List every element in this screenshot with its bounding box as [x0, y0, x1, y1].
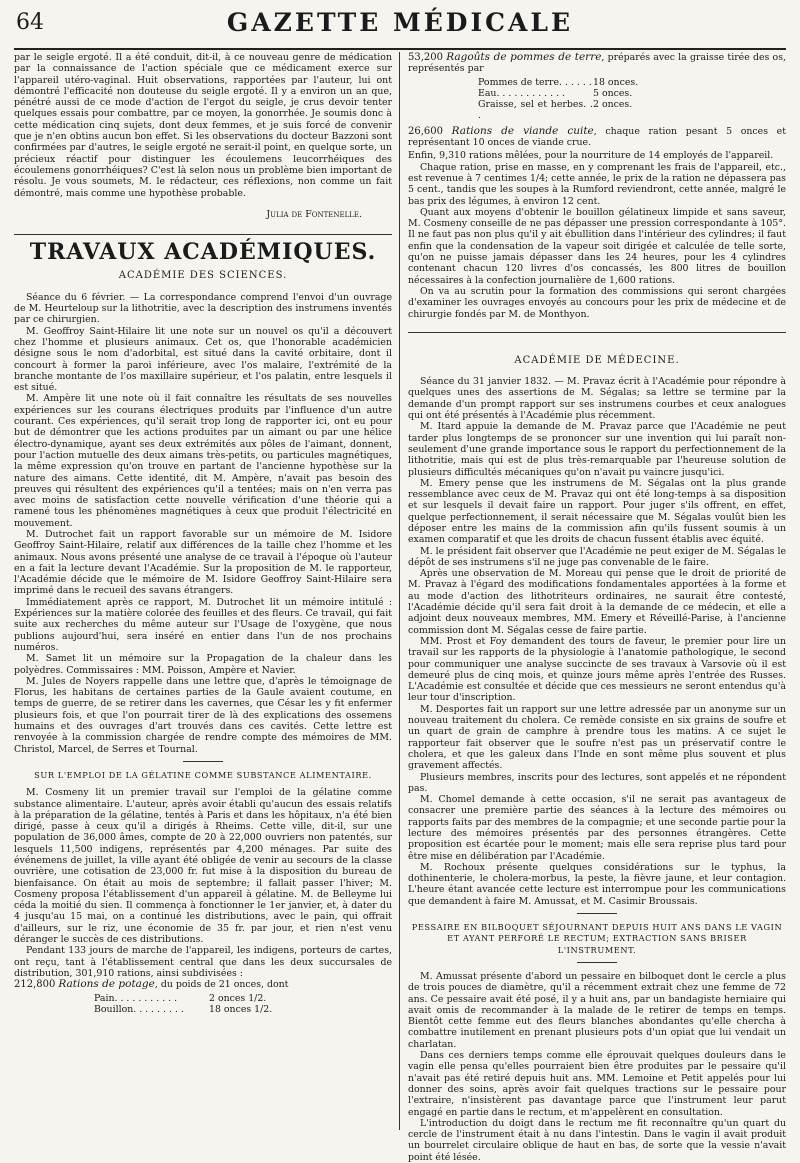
paragraph: Quant aux moyens d'obtenir le bouillon gélatineux limpide et sans saveur, M. Cosmeny conseille de ne pas dépasser une pression correspondante à 105°. Il ne faut pas non plus qu'il y ait ébullition dans l'intérieur des cylindres; il faut enfin que la condensation de la vapeur soit dirigée et calculée de telle sorte, qu'on ne puisse jamais dépasser dans les 24 heures, pour les 4 cylindres contenant chacun 120 livres d'os concassés, les 800 litres de bouillon nécessaires à la confection journalière de 1,600 rations.	[408, 206, 786, 286]
paragraph: M. Chomel demande à cette occasion, s'il ne serait pas avantageux de consacrer une première partie des séances à la lecture des mémoires ou rapports faits par des membres de la compagnie; et une seconde partie pour la lecture des mémoires présentés par des personnes étrangères. Cette proposition est écartée pour le moment; mais elle sera reprise plus tard pour être mise en délibération par l'Académie.	[408, 794, 786, 862]
journal-title: GAZETTE MÉDICALE	[226, 8, 574, 37]
short-divider	[577, 913, 617, 914]
intro-paragraph: par le seigle ergoté. Il a été conduit, dit-il, à ce nouveau genre de médication par la connaissance de l'action spéciale que ce médicament exerce sur l'appareil utéro-vaginal. Huit observations, rapportées par l'auteur, lui ont démontré l'efficacité non douteuse du seigle ergoté. Il y a environ un an que, pénétré aussi de ce mode d'action de l'ergot du seigle, je crus devoir tenter quelques essais pour combattre, par ce moyen, la gonorrhée. Je soumis donc à cette médication cinq sujets, dont deux femmes, et je suis forcé de convenir que je n'en obtins aucun bon effet. Si les observations du docteur Bazzoni sont confirmées par d'autres, le seigle ergoté ne serait-il point, en quelque sorte, un précieux réactif pour distinguer les écoulemens leucorrhéiques des écoulemens gonorrhéiques? C'est là selon nous un problème bien important de résolu. Je vous soumets, M. le rédacteur, ces réflexions, non comme un fait démontré, mais comme une hypothèse probable.	[14, 52, 392, 199]
ration-item-name: Bouillon. . . . . . . . .	[94, 1003, 184, 1015]
travaux-academiques-title: TRAVAUX ACADÉMIQUES.	[29, 239, 377, 266]
right-column	[408, 51, 787, 1163]
signature: Julia de Fontenelle.	[266, 208, 362, 220]
paragraph: M. Samet lit un mémoire sur la Propagation de la chaleur dans les polyèdres. Commissaires : MM. Poisson, Ampère et Navier.	[14, 653, 392, 676]
paragraph: Séance du 6 février. — La correspondance comprend l'envoi d'un ouvrage de M. Heurteloup sur la lithotritie, avec la description des instrumens inventés par ce chirurgien.	[14, 291, 392, 326]
ration-item-name: Pommes de terre. . . . . .	[478, 76, 592, 88]
paragraph: M. Ampère lit une note où il fait connaître les résultats de ses nouvelles expériences sur les courans électriques produits par l'influence d'un autre courant. Ces expériences, qu'il serait trop long de rapporter ici, ont eu pour but de démontrer que les actions produites par un aimant ou par une hélice électro-dynamique, ayant ses deux extrémités aux pôles de l'aimant, donnent, pour l'action mutuelle des deux aimans très-petits, ou particules magnétiques, la même expression qu'on trouve en partant de l'ancienne hypothèse sur la nature des aimans. Cette identité, dit M. Ampère, n'avait pas besoin des preuves qui résultent des expériences qu'il a tentées; mais on n'en verra pas avec moins de satisfaction cette nouvelle vérification d'une théorie qui a ramené tous les phénomènes magnétiques à ceux que produit l'électricité en mouvement.	[14, 393, 392, 529]
ration-viande	[408, 126, 786, 149]
ration-item-amount: 18 onces 1/2.	[209, 1003, 273, 1015]
paragraph: M. Itard appuie la demande de M. Pravaz parce que l'Académie ne peut tarder plus longtemps de se prononcer sur une invention qui lui paraît non-seulement d'une grande importance sous le rapport du perfectionnement de la lithotritie, mais qui est de plus très-remarquable par l'heureuse solution de plusieurs difficultés mécaniques qu'on n'avait pu vaincre jusqu'ici.	[408, 421, 786, 478]
academie-sciences-heading: ACADÉMIE DES SCIENCES.	[118, 270, 288, 282]
ration-quantity: 53,200	[408, 52, 443, 63]
ration-item-amount: 18 onces.	[593, 76, 639, 88]
ration-title: Rations de potage	[58, 978, 155, 991]
paragraph: M. Geoffroy Saint-Hilaire lit une note sur un nouvel os qu'il a découvert chez l'homme et plusieurs animaux. Cet os, que l'honorable académicien désigne sous le nom d'adorbital, est situé dans la cavité orbitaire, dont il concourt à former la paroi inférieure, avec l'os malaire, l'extrémité de la branche montante de l'os maxillaire supérieur, et l'os palatin, entre lesquels il est situé.	[14, 325, 392, 394]
paragraph: Dans ces derniers temps comme elle éprouvait quelques douleurs dans le vagin elle pensa qu'elles pourraient bien être produites par le pessaire qu'il n'avait pas été retiré depuis huit ans. MM. Lemoine et Petit appelés pour lui donner des soins, après avoir fait quelques tractions sur le pessaire pour l'extraire, n'insistèrent pas davantage parce que l'instrument leur parut engagé en partie dans le rectum, et m'appelèrent en consultation.	[408, 1050, 786, 1118]
pessaire-heading: PESSAIRE EN BILBOQUET SÉJOURNANT DEPUIS HUIT ANS DANS LE VAGIN ET AYANT PERFORÉ LE RECTUM; EXTRACTION SANS BRISER L'INSTRUMENT.	[411, 922, 783, 955]
ration-item-name: Graisse, sel et herbes. . .	[478, 99, 593, 122]
paragraph: Plusieurs membres, inscrits pour des lectures, sont appelés et ne répondent pas.	[408, 771, 786, 794]
ration-description: , du poids de 21 onces, dont	[154, 979, 289, 991]
paragraph: M. Desportes fait un rapport sur une lettre adressée par un anonyme sur un nouveau traitement du cholera. Ce remède consiste en six grains de soufre et un quart de grain de camphre à prendre tous les matins. A ce sujet le rapporteur fait observer que le soufre n'est pas un préservatif contre le cholera, et que les galeux dans l'Inde en sont même plus souvent et plus gravement affectés.	[408, 703, 786, 772]
paragraph: Pendant 133 jours de marche de l'appareil, les indigens, porteurs de cartes, ont reçu, tant à l'établissement central que dans les deux succursales de distribution, 301,910 rations, ainsi subdivisées :	[14, 945, 392, 979]
paragraph: Séance du 31 janvier 1832. — M. Pravaz écrit à l'Académie pour répondre à quelques unes des assertions de M. Ségalas; sa lettre se termine par la demande d'un prompt rapport sur ses instrumens courbes et ceux analogues qui ont été présentés à l'Académie plus récemment.	[408, 376, 786, 422]
short-divider	[183, 761, 223, 762]
paragraph: M. Rochoux présente quelques considérations sur le typhus, la dothinenterie, le cholera-morbus, la peste, la fièvre jaune, et leur contagion. L'heure étant avancée cette lecture est interrompue pour les communications que demandent à faire M. Amussat, et M. Casimir Broussais.	[408, 861, 786, 907]
column-divider	[399, 52, 400, 1130]
ration-item	[478, 99, 708, 122]
ration-item-name: Pain. . . . . . . . . . .	[94, 992, 178, 1004]
paragraph: Après une observation de M. Moreau qui pense que le droit de priorité de M. Pravaz à l'égard des modifications fondamentales apportées à la forme et au mode d'action des lithotriteurs ordinaires, ne saurait être contesté, l'Académie décide qu'il sera fait droit à la demande de ce médecin, et elle a adjoint deux nouveaux membres, MM. Emery et Réveillé-Parise, à l'ancienne commission dont M. Ségalas cesse de faire partie.	[408, 568, 786, 636]
ration-potage	[14, 979, 392, 990]
paragraph: Chaque ration, prise en masse, en y comprenant les frais de l'appareil, etc., est revenue à 7 centimes 1/4; cette année, le prix de la ration ne dépassera pas 5 cent., tandis que les soupes à la Rumford reviendront, cette année, malgré le bas prix des légumes, à environ 12 cent.	[408, 161, 786, 207]
paragraph: M. Emery pense que les instrumens de M. Ségalas ont la plus grande ressemblance avec ceux de M. Pravaz qui ont été long-temps à sa disposition et sur lesquels il devait faire un rapport. Pour juger s'ils offrent, en effet, quelque perfectionnement, il serait nécessaire que M. Ségalas voulût bien les déposer entre les mains de la commission afin qu'ils fussent soumis à un examen comparatif et que les droits de chacun fussent établis avec équité.	[408, 477, 786, 546]
paragraph: M. Jules de Noyers rappelle dans une lettre que, d'après le témoignage de Florus, les habitans de certaines parties de la Gaule avaient coutume, en temps de guerre, de se retirer dans les cavernes, que César les y fit enfermer plusieurs fois, et que l'on pourrait tirer de là des explications des ossemens humains et des ouvrages d'art trouvés dans ces cavités. Cette lettre est renvoyée à la commission chargée de rendre compte des mémoires de MM. Christol, Marcel, de Serres et Tournal.	[14, 675, 392, 755]
section-divider	[408, 332, 786, 333]
ration-quantity: 26,600	[408, 125, 443, 137]
ration-items	[94, 993, 392, 1016]
paragraph: L'introduction du doigt dans le rectum me fit reconnaître qu'un quart du cercle de l'instrument était à nu dans l'intestin. Dans le vagin il avait produit un bourrelet circulaire oblique de haut en bas, de sorte que la vessie n'avait point été lésée.	[408, 1117, 786, 1163]
ration-item-amount: 2 onces 1/2.	[209, 992, 267, 1004]
ration-item	[478, 77, 708, 88]
gelatine-heading: SUR L'EMPLOI DE LA GÉLATINE COMME SUBSTANCE ALIMENTAIRE.	[34, 769, 372, 780]
short-divider	[577, 962, 617, 963]
paragraph: MM. Prost et Foy demandent des tours de faveur, le premier pour lire un travail sur les rapports de la physiologie à l'anatomie pathologique, le second pour communiquer une analyse succincte de ses travaux à Varsovie où il est demeuré plus de cinq mois, et quinze jours même après l'entrée des Russes. L'Académie est consultée et décide que ces messieurs ne seront entendus qu'à leur tour d'inscription.	[408, 635, 786, 704]
paragraph: M. Dutrochet fait un rapport favorable sur un mémoire de M. Isidore Geoffroy Saint-Hilaire, relatif aux différences de la taille chez l'homme et les animaux. Nous avons présenté une analyse de ce travail à l'époque où l'auteur en a fait la lecture devant l'Académie. Sur la proposition de M. le rapporteur, l'Académie décide que le mémoire de M. Isidore Geoffroy Saint-Hilaire sera imprimé dans le recueil des savans étrangers.	[14, 528, 392, 597]
ration-description: , chaque ration pesant 5 onces et représentant 10 onces de viande crue.	[408, 125, 787, 149]
paragraph: Enfin, 9,310 rations mêlées, pour la nourriture de 14 employés de l'appareil.	[408, 150, 774, 162]
ration-item-amount: 2 onces.	[593, 99, 633, 111]
paragraph: M. le président fait observer que l'Académie ne peut exiger de M. Ségalas le dépôt de ses instrumens s'il ne juge pas convenable de le faire.	[408, 545, 786, 568]
ration-title: Ragoûts de pommes de terre	[446, 51, 602, 63]
ration-ragouts	[408, 52, 786, 75]
ration-items	[478, 77, 786, 122]
ration-item	[94, 1004, 324, 1015]
ration-item	[94, 993, 324, 1004]
ration-description: , préparés avec la graisse tirée des os, représentés par	[408, 52, 786, 75]
page-number: 64	[16, 10, 44, 35]
ration-item-name: Eau. . . . . . . . . . . .	[478, 87, 566, 99]
ration-title: Rations de viande cuite	[451, 124, 594, 137]
left-column	[14, 52, 392, 1130]
ration-item	[478, 88, 708, 99]
paragraph: On va au scrutin pour la formation des commissions qui seront chargées d'examiner les ouvrages envoyés au concours pour les prix de médecine et de chirurgie fondés par M. de Monthyon.	[408, 285, 786, 320]
ration-item-amount: 5 onces.	[593, 87, 633, 99]
paragraph: M. Cosmeny lit un premier travail sur l'emploi de la gélatine comme substance alimentaire. L'auteur, après avoir établi qu'aucun des essais relatifs à la préparation de la gélatine, tentés à Paris et dans les hôpitaux, n'a été bien dirigé, passe à ceux qu'il a dirigés à Rheims. Cette ville, dit-il, sur une population de 36,000 âmes, compte de 20 à 22,000 ouvriers non patentés, sur lesquels 11,500 indigens, représentés par 4,200 ménages. Par suite des événemens de juillet, la ville ayant été obligée de venir au secours de la classe ouvrière, une cotisation de 23,000 fr. fut mise à la disposition du bureau de bienfaisance. On était au mois de septembre; il fallait passer l'hiver; M. Cosmeny proposa l'établissement d'un appareil à gélatine. M. de Belleyme lui céda la moitié du sien. Il commença à fonctionner le 1er janvier, et, à dater du 4 jusqu'au 15 mai, on a continué les distributions, avec le pain, qui offrait d'ailleurs, sur le riz, une économie de 35 fr. par jour, et rien n'est venu déranger le succès de ces distributions.	[14, 787, 392, 946]
section-divider	[14, 234, 392, 235]
paragraph: Immédiatement après ce rapport, M. Dutrochet lit un mémoire intitulé : Expériences sur la matière colorée des feuilles et des fleurs. Ce travail, qui fait suite aux recherches du même auteur sur l'Usage de l'oxygène, que nous publions aujourd'hui, sera inséré en entier dans l'un de nos prochains numéros.	[14, 596, 392, 653]
academie-medecine-heading: ACADÉMIE DE MÉDECINE.	[514, 354, 680, 366]
paragraph: M. Amussat présente d'abord un pessaire en bilboquet dont le cercle a plus de trois pouces de diamètre, qu'il a récemment extrait chez une femme de 72 ans. Ce pessaire avait été posé, il y a huit ans, par un bandagiste herniaire qui avait omis de recommander à la malade de le retirer de temps en temps. Bientôt cette femme eut des fleurs blanches abondantes qu'elle chercha à combattre inutilement en prenant plusieurs pots d'un opiat que lui vendait un charlatan.	[408, 970, 786, 1050]
page-header	[14, 8, 786, 50]
ration-quantity: 212,800	[14, 979, 56, 991]
